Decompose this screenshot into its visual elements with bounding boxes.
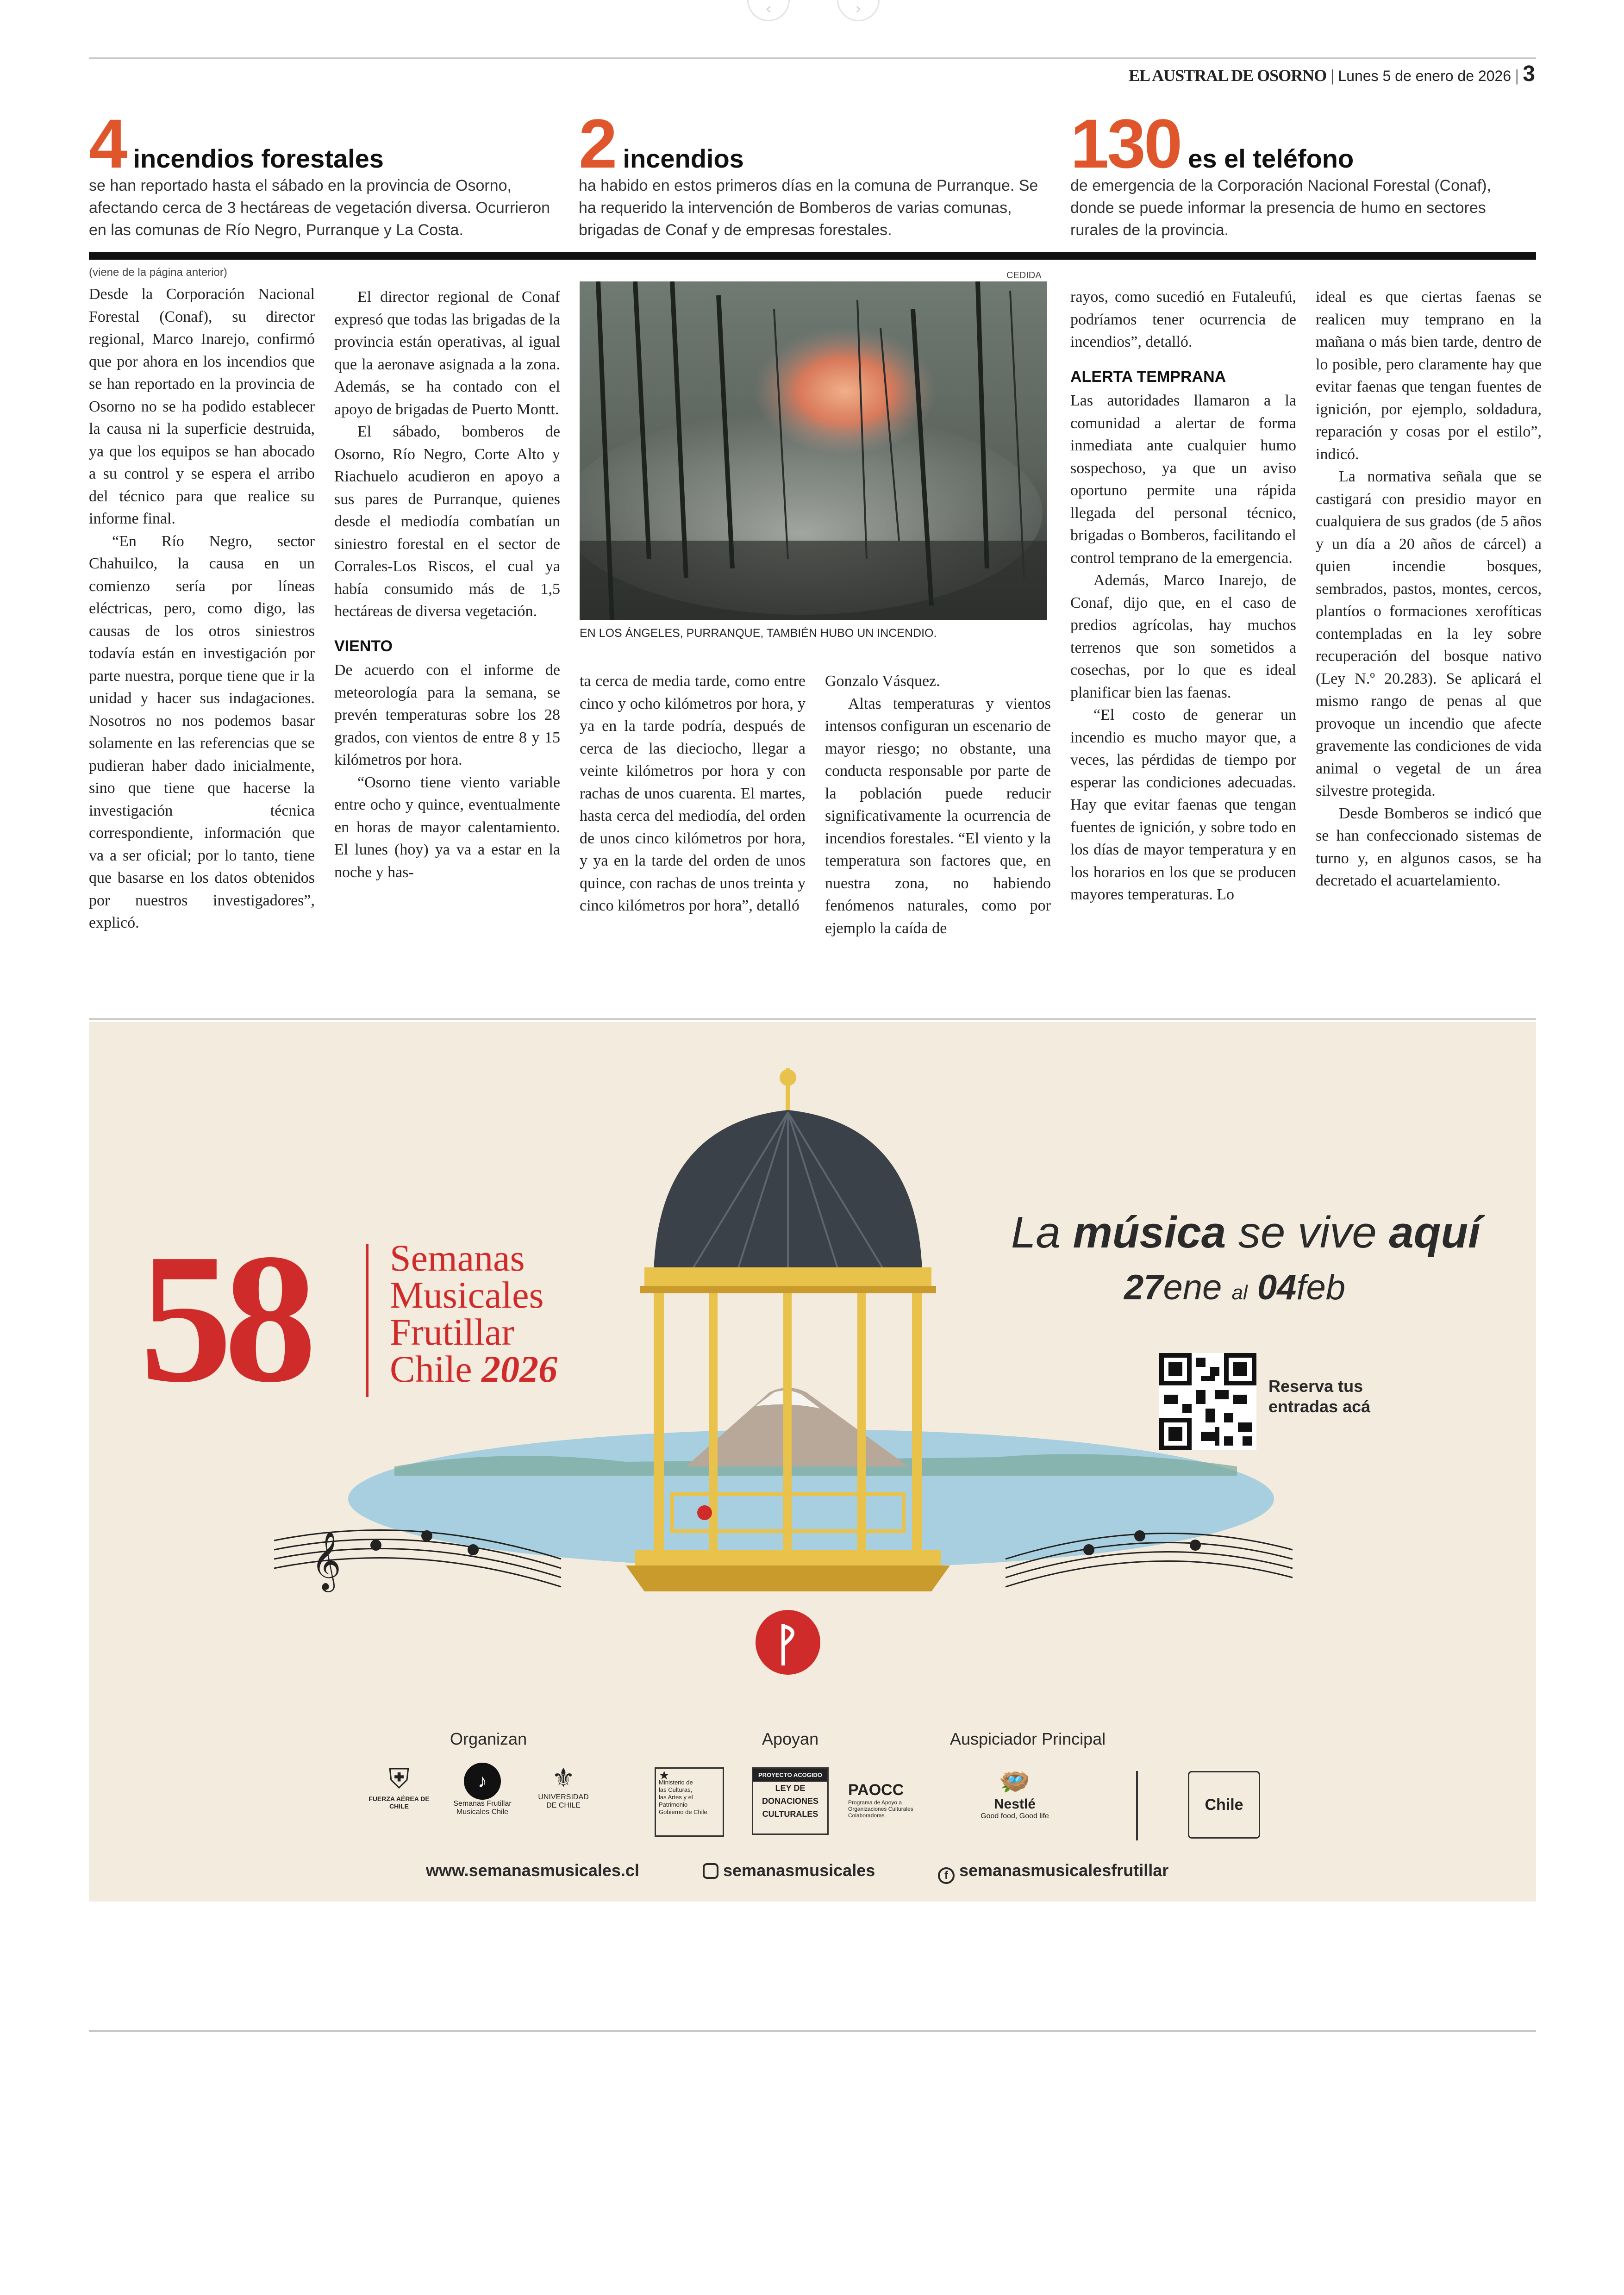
fach-logo: [362, 1763, 436, 1827]
qr-label-line: entradas acá: [1268, 1397, 1371, 1416]
logo-text: FUERZA AÉREA DE CHILE: [369, 1795, 430, 1810]
next-page-button[interactable]: [837, 0, 880, 21]
prev-page-button[interactable]: [747, 0, 790, 21]
logo-text: UNIVERSIDAD: [538, 1793, 589, 1801]
facebook-icon: f: [938, 1867, 955, 1884]
slogan-word: La: [1011, 1208, 1061, 1257]
facebook-link[interactable]: [938, 1861, 1168, 1884]
nestle-logo: [968, 1767, 1061, 1832]
slogan-word: se vive: [1238, 1208, 1377, 1257]
paragraph: El sábado, bomberos de Osorno, Río Negro, Corte Alto y Riachuelo acudieron en apoyo a sus pares de Purranque, quienes desde el mediodía combatían un siniestro forestal en el sector de Corrales-Los Riscos, el cual ya había consumido más de 1,5 hectáreas de diversa vegetación.: [334, 423, 560, 620]
slogan-word: aquí: [1389, 1208, 1480, 1257]
ley-donaciones-logo: [752, 1767, 829, 1835]
bottom-rule: [89, 2030, 1536, 2032]
paragraph: La normativa señala que se castigará con presidio mayor en cualquiera de sus grados (de 5 años y un día a 20 años de cárcel) a quien incendie bosques, sembrados, pastos, montes, cercos, plantíos o formaciones xerofíticas contempladas en la ley sobre recuperación del bosque nativo (Ley N.º 20.283). Se aplicará el mismo rango de penas al que provoque un incendio que afecte gravemente las condiciones de vida animal o vegetal de un área silvestre protegida.: [1316, 468, 1542, 799]
logo-text: DONACIONES: [762, 1796, 818, 1806]
top-rule: [89, 57, 1536, 59]
article-column-2: [334, 286, 560, 884]
logo-text: Semanas: [453, 1800, 485, 1808]
uchile-logo: [529, 1763, 598, 1827]
date-part: 27: [1124, 1268, 1163, 1307]
logo-text: Frutillar: [487, 1800, 512, 1808]
crest-icon: ⚜: [551, 1763, 575, 1792]
logo-text: Programa de Apoyo a Organizaciones Culturales Colaboradoras: [848, 1799, 913, 1819]
fire-photo: [580, 281, 1047, 620]
svg-text:𝄞: 𝄞: [311, 1530, 342, 1590]
paragraph: “Osorno tiene viento variable entre ocho y quince, eventualmente en horas de mayor calentamiento. El lunes (hoy) ya va a estar en la noche y has-: [334, 773, 560, 881]
date-part: feb: [1296, 1268, 1346, 1307]
website-link[interactable]: www.semanasmusicales.cl: [426, 1861, 639, 1880]
bird-nest-icon: 🪺: [999, 1768, 1031, 1796]
masthead: [1129, 61, 1535, 87]
article-column-6: [1316, 286, 1542, 892]
stat-number: 130: [1070, 105, 1181, 182]
logo-text: LEY DE: [775, 1784, 806, 1793]
title-line: Frutillar: [390, 1311, 514, 1353]
sponsor-divider: [1136, 1771, 1138, 1840]
instagram-icon: [703, 1863, 718, 1879]
section-divider: [89, 252, 1536, 260]
date-part: al: [1231, 1281, 1248, 1304]
title-line: Semanas: [390, 1237, 525, 1279]
logo-text: Good food, Good life: [981, 1812, 1049, 1820]
article-column-4: [825, 670, 1051, 940]
supporters-heading: Apoyan: [762, 1729, 819, 1748]
star-icon: ★: [659, 1768, 670, 1782]
festival-dates: [1124, 1267, 1345, 1308]
stat-description: ha habido en estos primeros días en la comuna de Purranque. Se ha requerido la intervención de Bomberos de varias comunas, brigadas de Conaf y de empresas forestales.: [579, 177, 1038, 239]
shield-icon: ⛨: [388, 1763, 410, 1794]
instagram-handle: semanasmusicales: [723, 1861, 875, 1880]
logo-text: Chile: [491, 1808, 509, 1816]
subheading-alerta-temprana: ALERTA TEMPRANA: [1070, 368, 1226, 386]
paragraph: Desde Bomberos se indicó que se han confeccionado sistemas de turno y, en algunos casos, se ha decretado el acuartelamiento.: [1316, 804, 1542, 889]
paragraph: Altas temperaturas y vientos intensos configuran un escenario de mayor riesgo; no obstante, una conducta responsable por parte de la población puede reducir significativamente la ocurrencia de incendios forestales. “El viento y la temperatura son factores que, en nuestra zona, no habiendo fenómenos naturales, como por ejemplo la caída de: [825, 695, 1051, 937]
forest-fire-image: [580, 281, 1047, 620]
stat-description: se han reportado hasta el sábado en la provincia de Osorno, afectando cerca de 3 hectáreas de vegetación diversa. Ocurrieron en las comunas de Río Negro, Purranque y La Costa.: [89, 177, 550, 239]
masthead-separator: |: [1515, 66, 1519, 85]
stat-label: incendios: [623, 144, 744, 173]
chevron-left-icon: ‹: [765, 0, 772, 18]
stat-box: [579, 105, 1042, 241]
paragraph: “El costo de generar un incendio es mucho mayor que, a veces, las pérdidas de tiempo por esperar las condiciones adecuadas. Hay que evitar faenas que tengan fuentes de ignición, y sobre todo en los días de mayor temperatura y en los horarios en los que se producen mayores temperaturas. Lo: [1070, 706, 1296, 903]
ad-top-rule: [89, 1018, 1536, 1020]
stat-label: incendios forestales: [133, 144, 384, 173]
masthead-separator: |: [1330, 66, 1334, 85]
festival-slogan: [1011, 1207, 1480, 1258]
stat-box: [89, 105, 552, 241]
logo-text: DE CHILE: [546, 1802, 581, 1809]
logo-text: Patrimonio: [659, 1801, 688, 1808]
logo-text: Musicales: [456, 1808, 490, 1816]
qr-code[interactable]: [1159, 1353, 1256, 1450]
stat-description: de emergencia de la Corporación Nacional Forestal (Conaf), donde se puede informar la presencia de humo en sectores rurales de la provincia.: [1070, 177, 1492, 239]
paragraph: Desde la Corporación Nacional Forestal (Conaf), su director regional, Marco Inarejo, confirmó que por ahora en los incendios que se han reportado en la provincia de Osorno no se ha podido establecer la causa ni la superficie destruida, ya que los equipos se han abocado a su control y se espera el arribo del técnico para que realice su informe final.: [89, 286, 315, 527]
title-country: Chile: [390, 1348, 472, 1390]
logo-text: Nestlé: [993, 1796, 1036, 1812]
logo-text: CULTURALES: [762, 1809, 818, 1819]
subheading-viento: VIENTO: [334, 637, 393, 655]
qr-label-line: Reserva tus: [1268, 1377, 1363, 1396]
stat-number: 2: [579, 105, 616, 182]
logo-text: Gobierno de Chile: [659, 1809, 707, 1815]
title-line: Musicales: [390, 1274, 544, 1316]
issue-date: Lunes 5 de enero de 2026: [1338, 68, 1512, 84]
main-sponsor-heading: Auspiciador Principal: [950, 1729, 1106, 1748]
article-column-1: [89, 266, 315, 935]
paragraph: ideal es que ciertas faenas se realicen muy temprano en la mañana o más bien tarde, dentro de lo posible, pero claramente hay que evitar faenas que tengan fuentes de ignición, por ejemplo, soldadura, reparación y cosas por el estilo”, indicó.: [1316, 288, 1542, 463]
paragraph: De acuerdo con el informe de meteorología para la semana, se prevén temperaturas sobre los 28 grados, con vientos de entre 8 y 15 kilómetros por hora.: [334, 661, 560, 768]
facebook-handle: semanasmusicalesfrutillar: [959, 1861, 1169, 1880]
article-column-3: [580, 670, 806, 917]
smf-logo: [450, 1763, 515, 1827]
date-part: ene: [1163, 1268, 1222, 1307]
paragraph: ta cerca de media tarde, como entre cinco y ocho kilómetros por hora, y ya en la tarde podría, después de cerca de las dieciocho, llegar a veinte kilómetros por hora y con rachas de unos cuarenta. El martes, hasta cerca del mediodía, del orden de unos cinco kilómetros por hora, y ya en la tarde del orden de unos quince, con rachas de unos treinta y cinco kilómetros por hora”, detalló: [580, 673, 806, 914]
instagram-link[interactable]: [703, 1861, 875, 1880]
page-number: 3: [1523, 62, 1535, 86]
article-column-5: [1070, 286, 1296, 906]
paragraph: Además, Marco Inarejo, de Conaf, dijo que, en el caso de predios agrícolas, hay muchos terrenos que son sometidos a cosechas, por lo que es ideal planificar bien las faenas.: [1070, 572, 1296, 701]
paocc-logo: [848, 1781, 927, 1832]
stat-number: 4: [89, 105, 126, 182]
slogan-word: música: [1073, 1208, 1226, 1257]
logo-text: las Artes y el: [659, 1794, 693, 1801]
logo-text: las Culturas,: [659, 1786, 693, 1793]
organizers-heading: Organizan: [450, 1729, 527, 1748]
paragraph: Gonzalo Vásquez.: [825, 673, 940, 690]
logo-text: Ministerio de: [659, 1779, 693, 1786]
stat-label: es el teléfono: [1188, 144, 1354, 173]
photo-caption: EN LOS ÁNGELES, PURRANQUE, TAMBIÉN HUBO UN INCENDIO.: [580, 627, 937, 640]
newspaper-name: EL AUSTRAL DE OSORNO: [1129, 66, 1327, 85]
logo-text: PAOCC: [848, 1781, 904, 1799]
chevron-right-icon: ›: [855, 0, 862, 18]
title-year: 2026: [481, 1348, 558, 1390]
date-part: 04: [1257, 1268, 1297, 1307]
continued-note: (viene de la página anterior): [89, 266, 227, 279]
festival-advertisement[interactable]: [89, 1022, 1536, 1902]
logo-text: PROYECTO ACOGIDO: [753, 1769, 827, 1782]
paragraph: Las autoridades llamaron a la comunidad a alertar de forma inmediata ante cualquier humo sospechoso, ya que un aviso oportuno permite una rápida llegada del personal técnico, brigadas o Bomberos, facilitando el control temprano de la emergencia.: [1070, 392, 1296, 567]
music-note-icon: ♪: [464, 1763, 501, 1800]
qr-label: [1268, 1376, 1370, 1417]
paragraph: El director regional de Conaf expresó que todas las brigadas de la provincia están operativas, al igual que la aeronave asignada a la zona. Además, se ha contado con el apoyo de brigadas de Puerto Montt.: [334, 288, 560, 418]
ministerio-logo: [655, 1767, 724, 1837]
photo-credit: CEDIDA: [1006, 270, 1042, 281]
stat-box: [1070, 105, 1533, 241]
paragraph: “En Río Negro, sector Chahuilco, la causa en un comienzo sería por líneas eléctricas, pero, como digo, las causas de los otros siniestros todavía están en investigación por parte nuestra, porque tiene que ir la unidad y hacer sus indagaciones. Nosotros no nos podemos basar solamente en las referencias que se pudieran haber dado inicialmente, sino que tiene que hacerse la investigación técnica correspondiente, información que va a ser oficial; por lo tanto, tiene que basarse en los datos obtenidos por nuestros investigadores”, explicó.: [89, 532, 315, 931]
edition-number: 58: [140, 1216, 308, 1421]
chile-brand-logo: Chile: [1188, 1771, 1260, 1839]
paragraph: rayos, como sucedió en Futaleufú, podríamos tener ocurrencia de incendios”, detalló.: [1070, 288, 1296, 350]
